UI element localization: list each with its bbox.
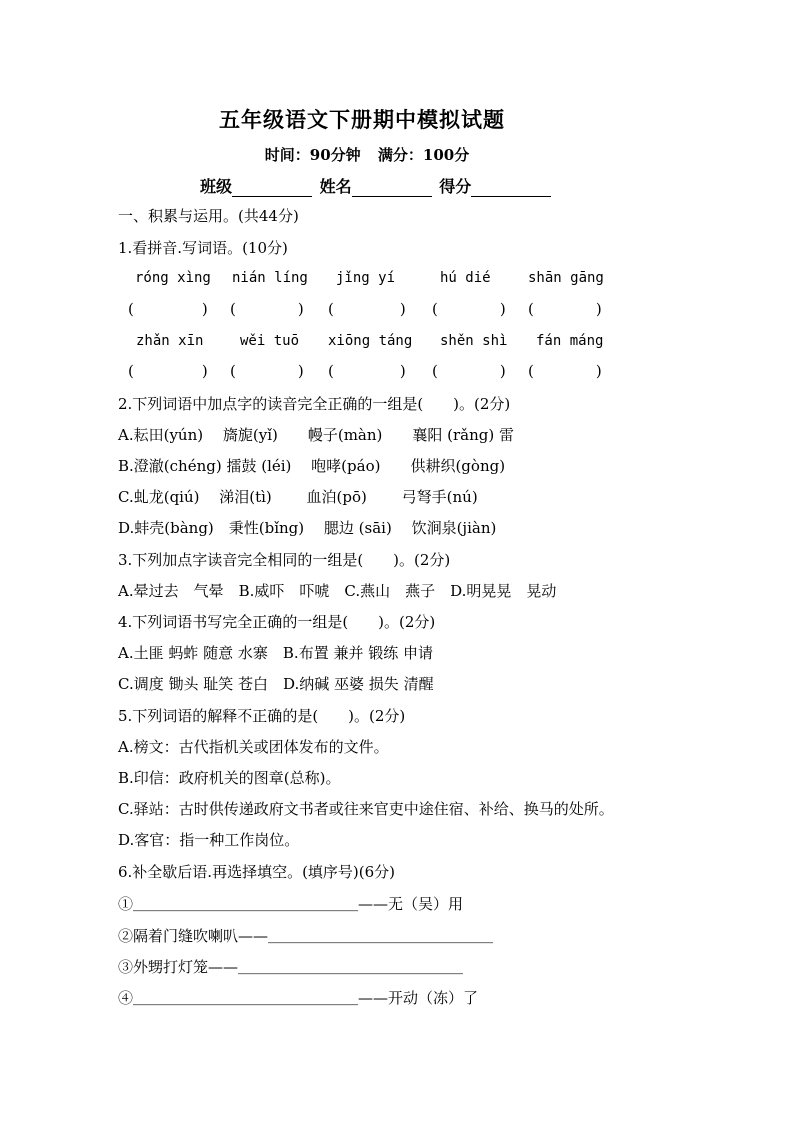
q4-options-cd: C.调度 锄头 耻笑 苍白 D.纳碱 巫婆 损失 清醒 [118,675,434,693]
q5-option-d: D.客官：指一种工作岗位。 [118,831,300,849]
q1-answer-box-4[interactable]: ( ) [432,300,506,318]
q1-pinyin-6: zhǎn xīn [136,333,204,349]
name-blank[interactable] [352,180,432,197]
q1-answer-box-8[interactable]: ( ) [328,362,406,380]
q1-answer-box-10[interactable]: ( ) [528,362,602,380]
full-score: 满分：100分 [377,146,470,164]
q6-item-3[interactable]: ③外甥打灯笼——＿＿＿＿＿＿＿＿＿＿＿＿＿＿＿ [118,958,464,976]
q2-option-b: B.澄澈(chéng) 擂鼓 (léi) 咆哮(páo) 供耕织(gòng) [118,457,506,475]
q3-prompt: 3.下列加点字读音完全相同的一组是( )。(2分) [118,551,451,569]
q1-answer-box-7[interactable]: ( ) [230,362,304,380]
q6-item-4[interactable]: ④＿＿＿＿＿＿＿＿＿＿＿＿＿＿＿——开动（冻）了 [118,989,479,1007]
class-label: 班级 [200,177,233,196]
exam-title: 五年级语文下册期中模拟试题 [219,107,505,132]
q1-pinyin-2: nián líng [232,270,308,286]
q2-option-d: D.蚌壳(bàng) 秉性(bǐng) 腮边 (sāi) 饮涧泉(jiàn) [118,519,497,537]
q1-answer-box-1[interactable]: ( ) [128,300,208,318]
q2-option-a: A.耘田(yún) 旖旎(yǐ) 幔子(màn) 襄阳 (rǎng) 雷 [118,426,514,444]
q6-item-2[interactable]: ②隔着门缝吹喇叭——＿＿＿＿＿＿＿＿＿＿＿＿＿＿＿ [118,927,494,945]
q1-pinyin-1: róng xìng [135,270,211,286]
q1-answer-box-6[interactable]: ( ) [128,362,208,380]
q1-answer-box-2[interactable]: ( ) [230,300,304,318]
q1-answer-box-9[interactable]: ( ) [432,362,506,380]
q1-pinyin-4: hú dié [440,270,491,286]
q1-pinyin-9: shěn shì [440,333,508,349]
q1-answer-box-3[interactable]: ( ) [328,300,406,318]
q1-answer-box-5[interactable]: ( ) [528,300,602,318]
q6-item-1[interactable]: ①＿＿＿＿＿＿＿＿＿＿＿＿＿＿＿——无（吴）用 [118,895,464,913]
q1-pinyin-8: xiōng táng [328,333,413,349]
class-blank[interactable] [232,180,312,197]
score-blank[interactable] [471,180,551,197]
q1-pinyin-10: fán máng [536,333,604,349]
q5-option-a: A.榜文：古代指机关或团体发布的文件。 [118,738,389,756]
q1-pinyin-3: jǐng yí [336,270,396,286]
student-info-line [200,174,553,197]
q2-option-c: C.虬龙(qiú) 涕泪(tì) 血泊(pō) 弓弩手(nú) [118,488,478,506]
q1-pinyin-5: shān gāng [528,270,604,286]
q5-option-c: C.驿站：古时供传递政府文书者或往来官吏中途住宿、补给、换马的处所。 [118,800,614,818]
time-limit: 时间：90分钟 [264,146,361,164]
q4-options-ab: A.土匪 蚂蚱 随意 水寨 B.布置 兼并 锻练 申请 [118,644,434,662]
name-label: 姓名 [319,177,352,196]
exam-subtitle [0,144,734,165]
q6-prompt: 6.补全歇后语.再选择填空。(填序号)(6分) [118,863,396,881]
q1-prompt: 1.看拼音.写词语。(10分) [118,239,288,257]
section1-heading: 一、积累与运用。(共44分) [118,207,299,225]
q1-pinyin-7: wěi tuō [240,333,300,349]
q5-prompt: 5.下列词语的解释不正确的是( )。(2分) [118,707,406,725]
q3-options: A.晕过去 气晕 B.威吓 吓唬 C.燕山 燕子 D.明晃晃 晃动 [118,582,557,600]
q2-prompt: 2.下列词语中加点字的读音完全正确的一组是( )。(2分) [118,395,511,413]
q4-prompt: 4.下列词语书写完全正确的一组是( )。(2分) [118,613,436,631]
q5-option-b: B.印信：政府机关的图章(总称)。 [118,769,341,787]
score-label: 得分 [439,177,472,196]
